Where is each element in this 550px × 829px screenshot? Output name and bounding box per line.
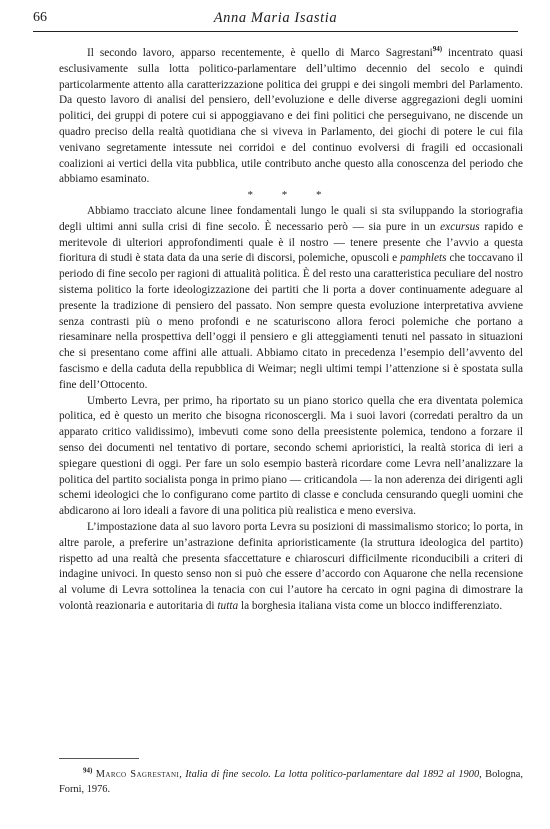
- italic-pamphlets: pamphlets: [400, 252, 447, 265]
- footnote-94: $^{94)}$ Marco Sagrestani, Italia di fine secolo. La lotta politico-parlamentare dal 1892 al 1900, Bologna, Forni, 1976.: [59, 766, 523, 795]
- body-text: [59, 46, 523, 615]
- footnote-marker: 94): [83, 766, 93, 775]
- paragraph-4: [59, 520, 523, 615]
- page-header: [33, 10, 518, 32]
- header-rule: [33, 31, 518, 32]
- paragraph-2-part-2: rapido e meritevole di ulteriori approfondimenti quale è il nostro — tenere presente che l’avvio a questa fioritura di studi è stata data da una serie di discorsi, polemiche, opuscoli e: [59, 220, 523, 265]
- paragraph-4-part-1: L’impostazione data al suo lavoro porta Levra su posizioni di massimalismo storico; lo porta, in altre parole, a preferire un’astrazione definita aprioristicamente (la struttura ideologica del partito) rispetto ad una realtà che presenta sfaccettature e chiaroscuri difficilmente riconducibili a criteri di indagine univoci. In questo senso non si può che essere d’accordo con Aquarone che nella recensione al volume di Levra sottolinea la tenacia con cui l’autore ha cercato in ogni pagina di dimostrare la volontà reazionaria e autoritaria di: [59, 520, 523, 612]
- footnote-rule: [59, 758, 139, 759]
- running-head: Anna Maria Isastia: [213, 10, 338, 26]
- italic-excursus: excursus: [440, 220, 480, 233]
- footnote-title: Italia di fine secolo. La lotta politico-parlamentare dal 1892 al 1900: [185, 769, 480, 780]
- paragraph-4-part-2: la borghesia italiana vista come un blocco indifferenziato.: [238, 599, 503, 612]
- paragraph-2-part-3: che toccavano il periodo di fine secolo per ragioni di attualità politica. È del resto una caratteristica peculiare del nostro sistema politico la forte ideologizzazione dei partiti che li porta a dover continuamente adeguare al presente la tradizione di pensiero del passato. Non sempre questa evoluzione interpretativa avviene senza contrasti più o meno profondi e ne scaturiscono allora feroci polemiche che portano a riesaminare nella prospettiva dell’oggi il pensiero e gli atteggiamenti tenuti nel passato in situazioni che si presentano come affini alle attuali. Abbiamo citato in precedenza l’esempio dell’avvento del fascismo e della caduta della repubblica di Weimar; negli ultimi tempi l’attenzione si è spostata sulla fine dell’Ottocento.: [59, 252, 523, 391]
- paragraph-2-part-1: Abbiamo tracciato alcune linee fondamentali lungo le quali si sta sviluppando la storiografia degli ultimi anni sulla crisi di fine secolo. È necessario però — sia pure in un: [59, 204, 523, 233]
- italic-tutta: tutta: [217, 599, 239, 612]
- paragraph-1-rest: incentrato quasi esclusivamente sulla lotta politico-parlamentare dell’ultimo decennio del secolo e quindi particolarmente attento alla caratterizzazione politica dei gruppi e dei singoli membri del Parlamento. Da questo lavoro di analisi del pensiero, dell’evoluzione e delle diverse aggregazioni degli uomini politici, dei gruppi di potere cui si appoggiavano e dei fini politici che perseguivano, ne discende un quadro preciso della realtà quotidiana che si viveva in Parlamento, dei giochi di potere le cui fila venivano segretamente intessute nei corridoi e del continuo evolversi di fragili ed occasionali coalizioni ai vertici della vita pubblica, utile contributo anche questo alla conoscenza del periodo che abbiamo esaminato.: [59, 47, 523, 186]
- section-separator: * * *: [247, 189, 335, 202]
- footnote-publication: , Bologna, Forni, 1976.: [59, 769, 523, 795]
- page-number: 66: [33, 10, 47, 25]
- footnote-author: Marco Sagrestani: [95, 769, 180, 780]
- paragraph-1: [59, 46, 523, 188]
- paragraph-1-start: Il secondo lavoro, apparso recentemente, è quello di Marco Sagrestani: [87, 47, 433, 59]
- footnote-ref-94[interactable]: 94): [432, 45, 443, 54]
- paragraph-2: [59, 204, 523, 394]
- paragraph-3: Umberto Levra, per primo, ha riportato su un piano storico quella che era diventata polemica politica, ed è questo un merito che bisogna riconoscergli. Ma i suoi lavori (corredati peraltro da un apparato critico validissimo), imbevuti come sono della preesistente polemica, tendono a forzare il senso dei documenti nel tentativo di portare, secondo schemi aprioristici, la realtà storica di ieri a spiegare questioni di oggi. Per fare un solo esempio basterà ricordare come Levra nell’analizzare la politica del partito socialista ponga in primo piano — criticandola — la non aderenza dei dirigenti agli schemi ideologici che lo configurano come partito di classe e concluda censurando quegli uomini che abdicarono ai loro ideali a favore di una politica più realistica e meno eversiva.: [59, 394, 523, 518]
